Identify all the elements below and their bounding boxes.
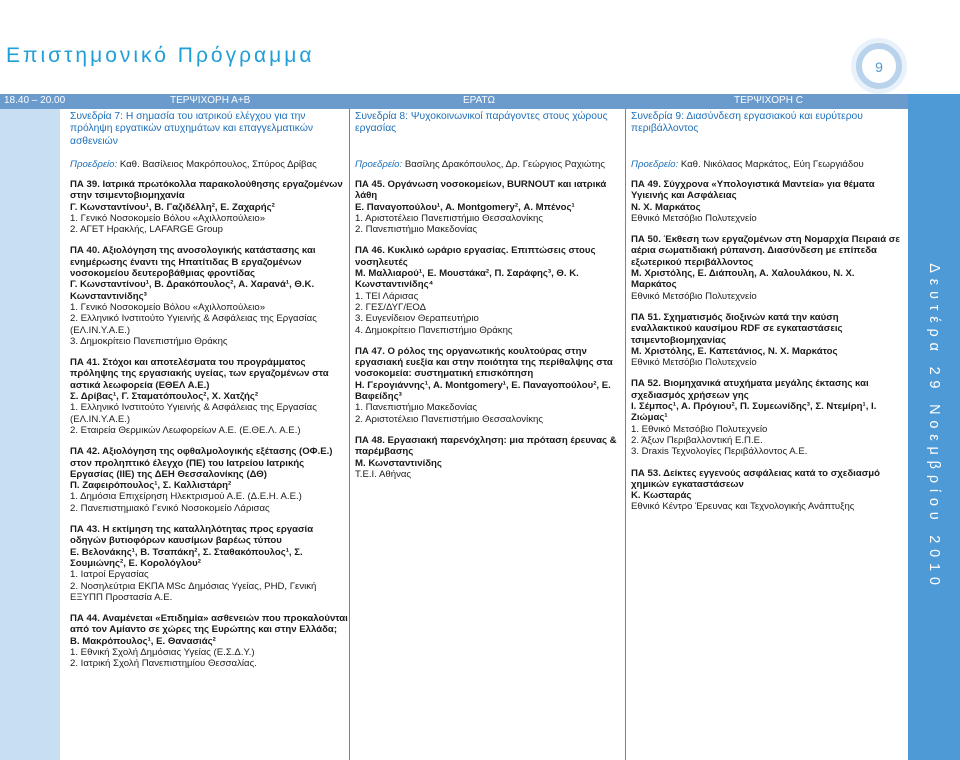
paper-entry — [631, 312, 901, 368]
paper-affiliation: Εθνικό Μετσόβιο Πολυτεχνείο — [631, 212, 757, 224]
paper-authors: Η. Γερογιάννης¹, Α. Montgomery¹, Ε. Παναγοπούλου², Ε. Βαφείδης³ — [355, 379, 611, 403]
date-sidebar — [908, 94, 960, 760]
paper-affiliation: 1. Εθνική Σχολή Δημόσιας Υγείας (Ε.Σ.Δ.Υ.) — [70, 646, 255, 658]
paper-affiliation: 3. Draxis Τεχνολογίες Περιβάλλοντος Α.Ε. — [631, 446, 808, 458]
paper-affiliation: 2. ΓΕΣ/ΔΥΓ/ΕΟΔ — [355, 301, 427, 313]
paper-affiliation: 1. Ιατροί Εργασίας — [70, 569, 149, 581]
paper-authors: Μ. Κωνσταντινίδης — [355, 457, 442, 469]
paper-authors: Π. Ζαφειρόπουλος¹, Σ. Καλλιστάρη² — [70, 480, 232, 492]
paper-entry — [70, 245, 350, 347]
paper-authors: Γ. Κωνσταντίνου¹, Β. Δρακόπουλος², Α. Χαρανά¹, Θ.Κ. Κωνσταντινίδης³ — [70, 279, 315, 302]
paper-entry — [70, 446, 350, 514]
chairs-label: Προεδρείο: — [355, 159, 403, 170]
session-title: Συνεδρία 9: Διασύνδεση εργασιακού και ευρύτερου περιβάλλοντος — [631, 111, 863, 135]
paper-title: ΠΑ 51. Σχηματισμός διοξινών κατά την καύση εναλλακτικού καυσίμου RDF σε εγκαταστάσεις τσιμεντοβιομηχανίας — [631, 311, 843, 346]
paper-title: ΠΑ 49. Σύγχρονα «Υπολογιστικά Μαντεία» για θέματα Υγιεινής και Ασφάλειας — [631, 179, 875, 202]
paper-affiliation: Τ.Ε.Ι. Αθήνας — [355, 468, 412, 480]
paper-affiliation: 3. Δημοκρίτειο Πανεπιστήμιο Θράκης — [70, 335, 228, 347]
paper-authors: Κ. Κωσταράς — [631, 490, 692, 502]
paper-authors: Ε. Παναγοπούλου¹, Α. Montgomery², Α. Μπένος¹ — [355, 201, 575, 213]
paper-affiliation: 1. Γενικό Νοσοκομείο Βόλου «Αχιλλοπούλειο» — [70, 301, 266, 313]
session-chairs — [355, 159, 625, 179]
session-chairs — [631, 159, 901, 179]
paper-affiliation: 1. Πανεπιστήμιο Μακεδονίας — [355, 402, 478, 414]
room-erato: ΕΡΑΤΩ — [463, 95, 495, 106]
paper-affiliation: 1. Γενικό Νοσοκομείο Βόλου «Αχιλλοπούλειο» — [70, 212, 266, 224]
room-terpsichore-c: ΤΕΡΨΙΧΟΡΗ C — [734, 95, 803, 106]
chairs-names: Καθ. Νικόλαος Μαρκάτος, Εύη Γεωργιάδου — [678, 159, 864, 170]
paper-title: ΠΑ 45. Οργάνωση νοσοκομείων, BURNOUT και ιατρικά λάθη — [355, 179, 607, 202]
session-chairs — [70, 159, 350, 179]
paper-title: ΠΑ 50. Έκθεση των εργαζομένων στη Νομαρχία Πειραιά σε αέρια σωματιδιακή ρύπανση. Διασύνδεση με επίπεδα εξωτερικού περιβάλλοντος — [631, 234, 900, 268]
paper-entry — [70, 179, 350, 235]
paper-authors: Μ. Χριστόλης, Ε. Καπετάνιος, Ν. Χ. Μαρκάτος — [631, 345, 838, 357]
paper-affiliation: 2. Πανεπιστημιακό Γενικό Νοσοκομείο Λάρισας — [70, 502, 270, 514]
paper-title: ΠΑ 43. Η εκτίμηση της καταλληλότητας προς εργασία οδηγών βυτιοφόρων καυσίμων βαρέως τύπου — [70, 524, 314, 547]
paper-entry — [355, 179, 625, 235]
paper-authors: Ε. Βελονάκης¹, Β. Τσαπάκη², Σ. Σταθακόπουλος¹, Σ. Σουμιώνης², Ε. Κορολόγλου² — [70, 546, 303, 569]
room-terpsichore-ab: ΤΕΡΨΙΧΟΡΗ Α+Β — [170, 95, 251, 106]
paper-affiliation: 2. Ιατρική Σχολή Πανεπιστημίου Θεσσαλίας. — [70, 658, 257, 670]
session-column — [631, 111, 901, 523]
paper-title: ΠΑ 53. Δείκτες εγγενούς ασφάλειας κατά το σχεδιασμό χημικών εγκαταστάσεων — [631, 467, 881, 490]
paper-affiliation: 1. Ελληνικό Ινστιτούτο Υγιεινής & Ασφάλειας της Εργασίας (ΕΛ.ΙΝ.Υ.Α.Ε.) — [70, 402, 317, 425]
paper-affiliation: 2. Πανεπιστήμιο Μακεδονίας — [355, 224, 478, 236]
paper-authors: Μ. Χριστόλης, Ε. Διάπουλη, Α. Χαλουλάκου, Ν. Χ. Μαρκάτος — [631, 268, 855, 291]
left-margin-strip — [0, 109, 60, 760]
paper-title: ΠΑ 47. Ο ρόλος της οργανωτικής κουλτούρας στην εργασιακή ευεξία και στην ποιότητα της περίθαλψης στα νοσοκομεία: συστηματική επισκόπηση — [355, 345, 613, 380]
paper-entry — [70, 524, 350, 603]
paper-entry — [355, 435, 625, 480]
paper-entry — [631, 468, 901, 513]
paper-affiliation: 1. Δημόσια Επιχείρηση Ηλεκτρισμού Α.Ε. (Δ.Ε.Η. Α.Ε.) — [70, 491, 302, 503]
paper-authors: Σ. Δρίβας¹, Γ. Σταματόπουλος², Χ. Χατζής² — [70, 391, 259, 403]
page-number: 9 — [875, 59, 883, 75]
schedule-header-bar — [0, 94, 935, 109]
paper-affiliation: 2. Νοσηλεύτρια ΕΚΠΑ MSc Δημόσιας Υγείας, PHD, Γενική ΕΞΥΠΠ Προστασία Α.Ε. — [70, 580, 317, 603]
paper-authors: Μ. Μαλλιαρού¹, Ε. Μουστάκα², Π. Σαράφης³, Θ. Κ. Κωνσταντινίδης⁴ — [355, 268, 579, 291]
page-title: Επιστημονικό Πρόγραμμα — [6, 44, 315, 67]
session-title: Συνεδρία 8: Ψυχοκοινωνικοί παράγοντες στους χώρους εργασίας — [355, 111, 608, 135]
session-title: Συνεδρία 7: Η σημασία του ιατρικού ελέγχου για την πρόληψη εργατικών ατυχημάτων και επαγγελματικών ασθενειών — [70, 111, 314, 147]
time-slot: 18.40 – 20.00 — [4, 95, 66, 106]
sidebar-date: Δευτέρα 29 Νοεμβρίου 2010 — [926, 263, 942, 591]
paper-title: ΠΑ 48. Εργασιακή παρενόχληση: μια πρόταση έρευνας & παρέμβασης — [355, 434, 617, 458]
paper-entry — [631, 179, 901, 224]
paper-authors: Β. Μακρόπουλος¹, Ε. Θανασιάς² — [70, 635, 216, 647]
paper-entry — [631, 378, 901, 457]
paper-title: ΠΑ 52. Βιομηχανικά ατυχήματα μεγάλης έκτασης και σχεδιασμός χρήσεων γης — [631, 378, 869, 401]
paper-affiliation: 2. Αριστοτέλειο Πανεπιστήμιο Θεσσαλονίκης — [355, 413, 543, 425]
paper-affiliation: Εθνικό Μετσόβιο Πολυτεχνείο — [631, 290, 757, 302]
paper-title: ΠΑ 40. Αξιολόγηση της ανοσολογικής κατάστασης και ενημέρωσης έναντι της Ηπατίτιδας Β εργαζομένων νοσοκομείου δευτεροβάθμιας φροντίδας — [70, 245, 316, 280]
paper-title: ΠΑ 44. Αναμένεται «Επιδημία» ασθενειών που προκαλούνται από τον Αμίαντο σε χώρες της Ευρώπης και στην Ελλάδα; — [70, 613, 348, 636]
paper-authors: Γ. Κωνσταντίνου¹, Β. Γαζιδέλλη², Ε. Ζαχαρής² — [70, 201, 275, 213]
paper-affiliation: Εθνικό Μετσόβιο Πολυτεχνείο — [631, 357, 757, 369]
paper-affiliation: 1. Εθνικό Μετσόβιο Πολυτεχνείο — [631, 423, 768, 435]
paper-affiliation: 2. ΑΓΕΤ Ηρακλής, LAFARGE Group — [70, 224, 223, 236]
column-divider — [625, 109, 626, 760]
chairs-names: Βασίλης Δρακόπουλος, Δρ. Γεώργιος Ραχιώτης — [402, 159, 605, 170]
paper-entry — [70, 613, 350, 669]
paper-entry — [355, 346, 625, 425]
paper-affiliation: 3. Ευγενίδειον Θεραπευτήριο — [355, 313, 479, 325]
paper-title: ΠΑ 39. Ιατρικά πρωτόκολλα παρακολούθησης εργαζομένων στην τσιμεντοβιομηχανία — [70, 179, 343, 202]
paper-affiliation: 2. Ελληνικό Ινστιτούτο Υγιεινής & Ασφάλειας της Εργασίας (ΕΛ.ΙΝ.Υ.Α.Ε.) — [70, 313, 317, 336]
paper-affiliation: 1. Αριστοτέλειο Πανεπιστήμιο Θεσσαλονίκης — [355, 212, 543, 224]
paper-authors: Ν. Χ. Μαρκάτος — [631, 201, 701, 213]
paper-affiliation: 2. Άξων Περιβαλλοντική Ε.Π.Ε. — [631, 434, 763, 446]
page-number-badge — [849, 36, 909, 96]
paper-affiliation: 4. Δημοκρίτειο Πανεπιστήμιο Θράκης — [355, 324, 513, 336]
session-column — [355, 111, 625, 490]
paper-entry — [355, 245, 625, 335]
paper-title: ΠΑ 41. Στόχοι και αποτελέσματα του προγράμματος πρόληψης της εργασιακής υγείας, των εργαζομένων στα αστικά λεωφορεία (ΕΘΕΛ Α.Ε.) — [70, 357, 329, 391]
paper-title: ΠΑ 46. Κυκλικό ωράριο εργασίας. Επιπτώσεις στους νοσηλευτές — [355, 245, 596, 268]
paper-entry — [631, 234, 901, 302]
chairs-label: Προεδρείο: — [631, 159, 679, 170]
session-column — [70, 111, 350, 680]
paper-entry — [70, 357, 350, 436]
paper-authors: Ι. Σέμπος¹, Α. Πρόγιου², Π. Συμεωνίδης³, Σ. Ντεμίρη¹, Ι. Ζιώμας¹ — [631, 401, 877, 424]
paper-affiliation: 1. ΤΕΙ Λάρισας — [355, 290, 419, 302]
chairs-label: Προεδρείο: — [70, 159, 118, 170]
paper-affiliation: 2. Εταιρεία Θερμικών Λεωφορείων Α.Ε. (Ε.ΘΕ.Λ. Α.Ε.) — [70, 424, 301, 436]
paper-title: ΠΑ 42. Αξιολόγηση της οφθαλμολογικής εξέτασης (ΟΦ.Ε.) στον προληπτικό έλεγχο (ΠΕ) του Ιατρείου Ιατρικής Εργασίας (ΙΙΕ) της ΔΕΗ Θεσσαλονίκης (ΔΘ) — [70, 446, 333, 480]
paper-affiliation: Εθνικό Κέντρο Έρευνας και Τεχνολογικής Ανάπτυξης — [631, 501, 855, 513]
chairs-names: Καθ. Βασίλειος Μακρόπουλος, Σπύρος Δρίβας — [117, 159, 317, 170]
